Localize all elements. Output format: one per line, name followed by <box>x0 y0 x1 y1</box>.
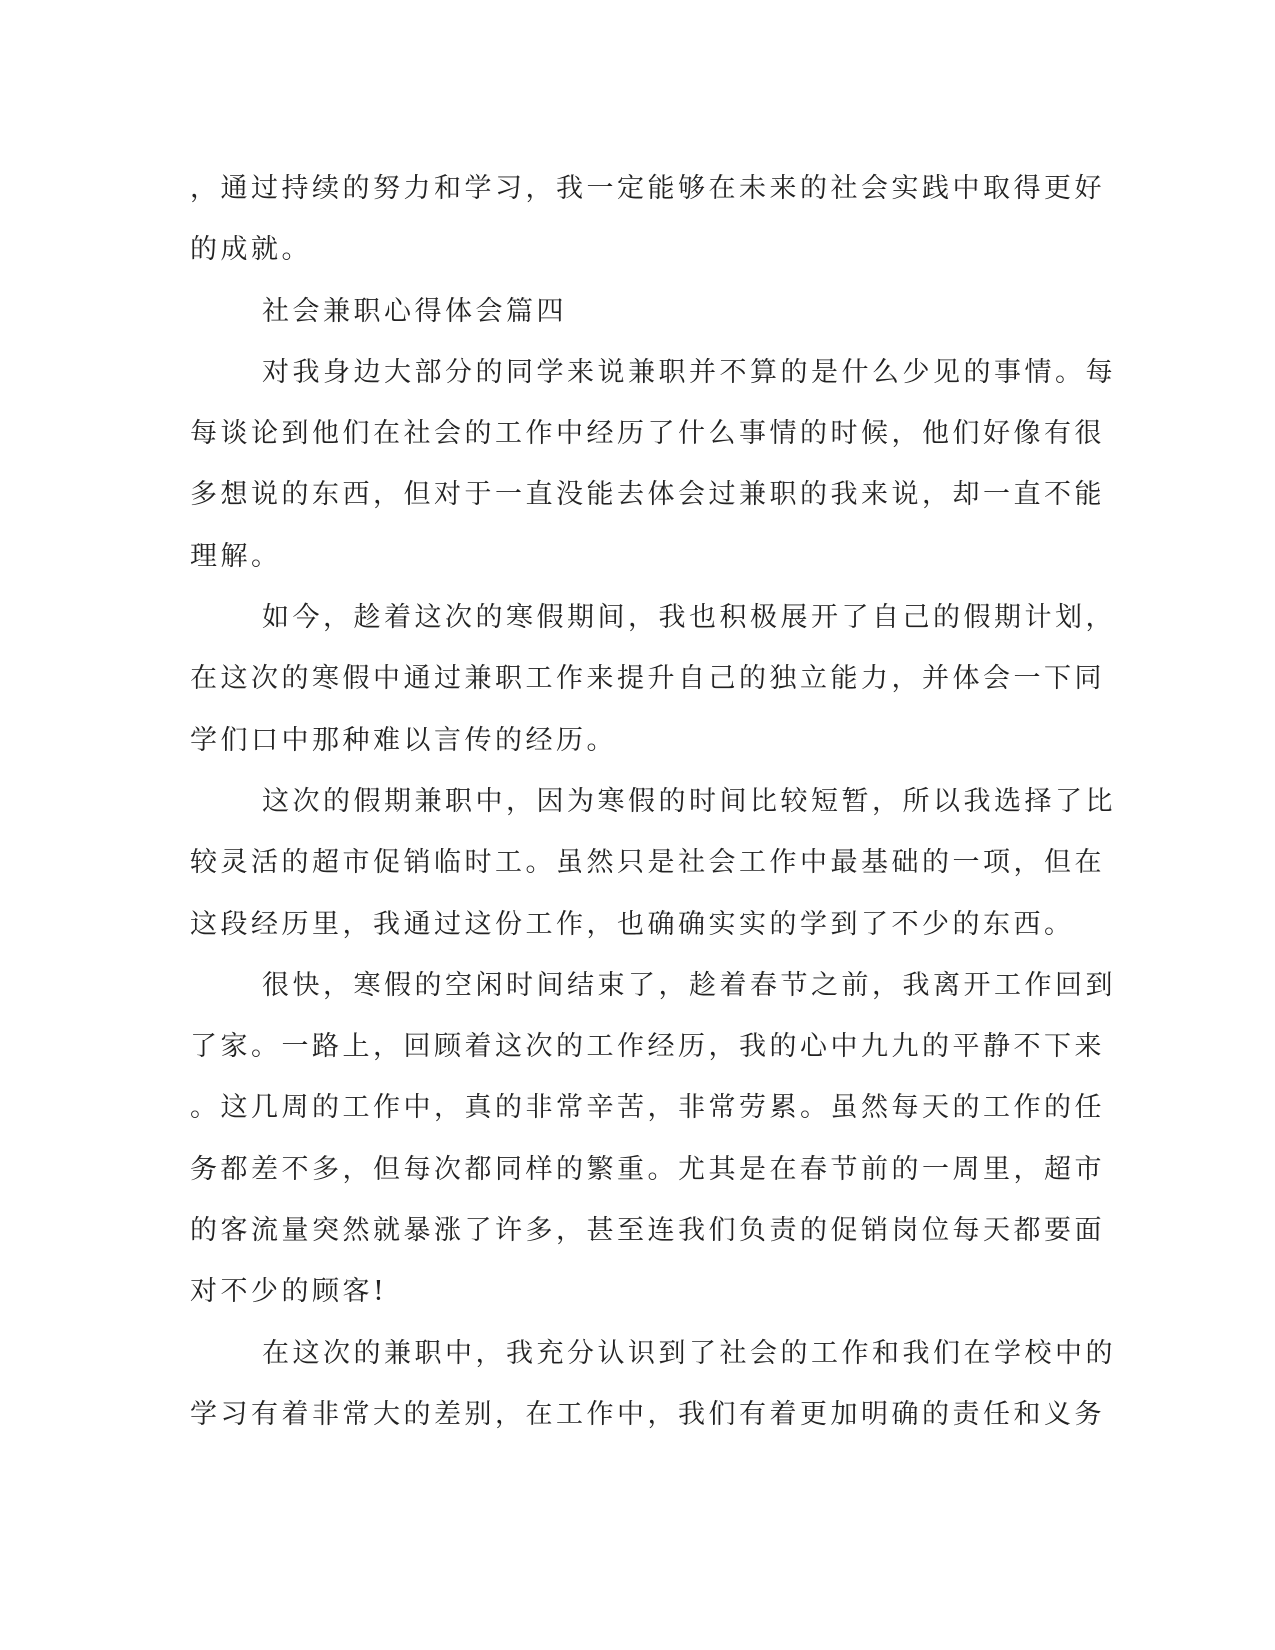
text-line: 这次的假期兼职中，因为寒假的时间比较短暂，所以我选择了比 <box>262 785 1116 817</box>
text-line: 对不少的顾客! <box>190 1276 388 1308</box>
text-line: 学习有着非常大的差别，在工作中，我们有着更加明确的责任和义务 <box>190 1398 1105 1430</box>
text-line: 了家。一路上，回顾着这次的工作经历，我的心中九九的平静不下来 <box>190 1031 1105 1063</box>
text-line: 理解。 <box>190 540 282 572</box>
document-body <box>190 158 1116 1445</box>
text-line: 如今，趁着这次的寒假期间，我也积极展开了自己的假期计划， <box>262 602 1116 634</box>
text-line: 对我身边大部分的同学来说兼职并不算的是什么少见的事情。每 <box>262 356 1116 388</box>
text-line: 每谈论到他们在社会的工作中经历了什么事情的时候，他们好像有很 <box>190 418 1105 450</box>
text-line: 多想说的东西，但对于一直没能去体会过兼职的我来说，却一直不能 <box>190 479 1105 511</box>
text-line: 这段经历里，我通过这份工作，也确确实实的学到了不少的东西。 <box>190 908 1075 940</box>
text-line: ，通过持续的努力和学习，我一定能够在未来的社会实践中取得更好 <box>190 173 1105 204</box>
text-line: 学们口中那种难以言传的经历。 <box>190 724 617 756</box>
text-line: 。这几周的工作中，真的非常辛苦，非常劳累。虽然每天的工作的任 <box>190 1092 1105 1124</box>
text-line: 的客流量突然就暴涨了许多，甚至连我们负责的促销岗位每天都要面 <box>190 1215 1105 1247</box>
text-line: 的成就。 <box>190 234 312 266</box>
text-line: 在这次的寒假中通过兼职工作来提升自己的独立能力，并体会一下同 <box>190 663 1105 695</box>
text-line: 在这次的兼职中，我充分认识到了社会的工作和我们在学校中的 <box>262 1337 1116 1369</box>
text-line: 务都差不多，但每次都同样的繁重。尤其是在春节前的一周里，超市 <box>190 1153 1105 1185</box>
text-line: 很快，寒假的空闲时间结束了，趁着春节之前，我离开工作回到 <box>262 969 1116 1001</box>
section-heading: 社会兼职心得体会篇四 <box>262 295 567 327</box>
text-line: 较灵活的超市促销临时工。虽然只是社会工作中最基础的一项，但在 <box>190 847 1105 879</box>
